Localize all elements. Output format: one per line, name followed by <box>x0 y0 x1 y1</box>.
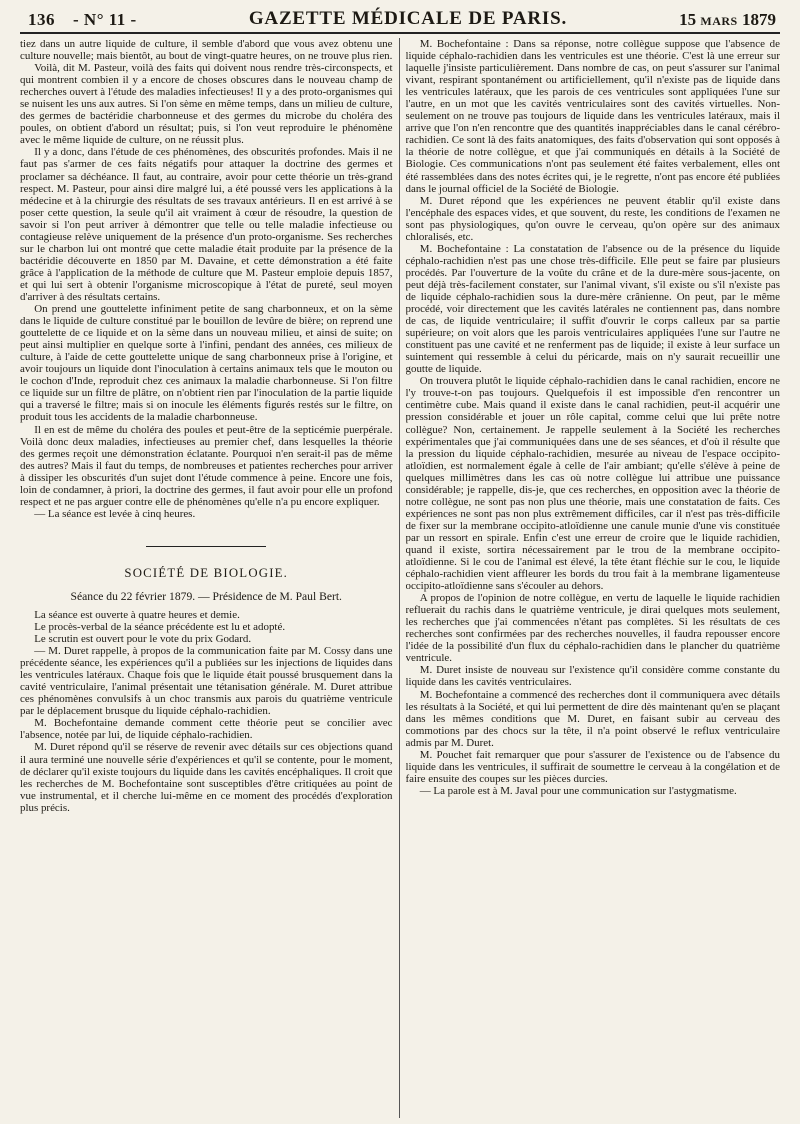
paragraph: tiez dans un autre liquide de culture, il semble d'abord que vous avez obtenu une culture nouvelle; mais bientôt, au bout de vingt-quatre heures, on ne trouve plus rien. <box>20 38 393 63</box>
header-left <box>28 10 137 30</box>
left-column <box>20 38 393 1118</box>
paragraph: M. Duret répond qu'il se réserve de revenir avec détails sur ces objections quand il aura terminé une nouvelle série d'expériences et qu'il se contente, pour le moment, de déclarer qu'il existe toujours du liquide dans les cavités encéphaliques. Il croit que les recherches de M. Bochefontaine sont susceptibles d'être critiquées au point de vue instrumental, et il cherche lui-même en ce moment des procédés d'exploration plus précis. <box>20 741 393 814</box>
section-title: SOCIÉTÉ DE BIOLOGIE. <box>124 565 289 580</box>
page-header <box>20 0 780 34</box>
paragraph: M. Duret répond que les expériences ne peuvent établir qu'il existe dans l'encéphale des espaces vides, et que souvent, du reste, les conditions de l'examen ne sont pas physiologiques, qu'on ouvre le cerveau, qu'on opère sur des animaux chloralisés, etc. <box>405 194 780 243</box>
issue-date <box>679 10 776 30</box>
paragraph: Le scrutin est ouvert pour le vote du prix Godard. <box>34 633 252 646</box>
paragraph: Le procès-verbal de la séance précédente est lu et adopté. <box>34 621 286 634</box>
seance-line: Séance du 22 février 1879. — Présidence de M. Paul Bert. <box>70 589 342 603</box>
paragraph: On trouvera plutôt le liquide céphalo-rachidien dans le canal rachidien, encore ne l'y trouve-t-on pas toujours. Quelquefois il est impossible d'en rencontrer un centimètre cube. Mais quand il existe dans le canal rachidien, peut-il acquérir une pression considérable et jouer un rôle capital, comme celui que lui prête notre collègue? Non, certainement. Je rappelle seulement à la Société les recherches expérimentales que j'ai communiquées dans une de ses séances, et d'où il résulte que la pression du liquide céphalo-rachidien, mesurée au niveau de l'espace occipito-atloïdien, est normalement égale à celle de l'air ambiant; qu'elle s'élève à peine de quelques millimètres dans les cas où notre collègue lui attribue une puissance considérable; je rappelle, dis-je, que ces recherches, en opposition avec la théorie de notre collègue, ne sont pas non plus une théorie, mais une constatation de faits. Ces expériences ne sont pas non plus extrêmement difficiles, car il n'est pas très-difficile de fixer sur la membrane occipito-atloïdienne une canule munie d'une vis constituée par un ressort en spirale. Enfin c'est une erreur de croire que le liquide rachidien, quand il existe, sortira nécessairement par le trou de la membrane occipito-atloïdienne. Si le cou de l'animal est élevé, la tête étant fléchie sur le cou, le liquide céphalo-rachidien vient affleurer les bords du trou fait à la membrane ligamenteuse occipito-atloïdienne sans s'écouler au dehors. <box>405 375 780 593</box>
right-column <box>406 38 781 1118</box>
paragraph: — La parole est à M. Javal pour une communication sur l'astygmatisme. <box>419 784 737 797</box>
paragraph: M. Bochefontaine : La constatation de l'absence ou de la présence du liquide céphalo-rachidien n'est pas une chose très-difficile. Elle peut se faire par plusieurs procédés. Par l'ouverture de la voûte du crâne et de la dure-mère sous-jacente, on peut déjà très-facilement constater, sur l'animal vivant, s'il existe ou s'il n'existe pas de liquide céphalo-rachidien sous la dure-mère crânienne. On peut, par le même procédé, voir directement que les cavités latérales ne contiennent pas, dans nombre de cas, de liquide ventriculaire; il suffit d'ouvrir le corps calleux par sa partie supérieure; on voit alors que les parois ventriculaires appliquées l'une sur l'autre ne constituent pas une cavité et ne renferment pas de liquide; il existe à leur surface un suintement qui ressemble à celui du péricarde, mais on n'y saurait recueillir une goutte de liquide. <box>405 242 780 376</box>
paragraph: — La séance est levée à cinq heures. <box>34 507 196 520</box>
paragraph: Voilà, dit M. Pasteur, voilà des faits qui doivent nous rendre très-circonspects, et qui montrent combien il y a encore de choses obscures dans le nouveau champ de recherches ouvert à l'étude des maladies infectieuses! Il y a des proto-organismes qui se nuisent les uns aux autres. Si l'on sème en même temps, dans un milieu de culture, des germes de bactéridie charbonneuse et des germes du microbe du choléra des poules, on obtient d'abord un résultat; puis, si l'on veut reproduire le phénomène avec le même liquide de culture, on ne réussit plus. <box>20 62 393 147</box>
paragraph: On prend une gouttelette infiniment petite de sang charbonneux, et on la sème dans le liquide de culture constitué par le bouillon de levûre de bière; on reprend une gouttelette de ce liquide et on la sème dans un nouveau milieu, et ainsi de suite; on peut ainsi multiplier en quelque sorte à l'infini, pendant des années, ces milieux de culture, à l'aide de cette gouttelette unique de sang charbonneux prise à l'origine, et avoir toujours un liquide dont l'inoculation à certains animaux tels que le mouton ou le cochon d'Inde, reproduit chez ces animaux la maladie charbonneuse. Si l'on filtre ce liquide sur un filtre de plâtre, on n'obtient rien par l'inoculation de la partie liquide qui a traversé le filtre; mais si on inocule les éléments figurés restés sur le filtre, on produit tous les accidents de la maladie charbonneuse. <box>20 303 393 424</box>
paragraph: — M. Duret rappelle, à propos de la communication faite par M. Cossy dans une précédente séance, les expériences qu'il a publiées sur les injections de liquides dans les ventricules latéraux. Chaque fois que le liquide était poussé brusquement dans la cavité ventriculaire, l'animal présentait une tétanisation générale. M. Duret attribue ces phénomènes convulsifs à un choc transmis aux parois du quatrième ventricule par le déplacement brusque du liquide céphalo-rachidien. <box>20 645 393 718</box>
page-number: 136 <box>28 10 55 29</box>
journal-title: GAZETTE MÉDICALE DE PARIS. <box>248 8 568 29</box>
paragraph: Il y a donc, dans l'étude de ces phénomènes, des obscurités profondes. Mais il ne faut pas s'armer de ces faits négatifs pour attaquer la doctrine des germes et proclamer sa déchéance. Il faut, au contraire, avoir pour cette théorie un très-grand respect. M. Pasteur, pour ainsi dire malgré lui, a été poussé vers les applications à la médecine et à la chirurgie des résultats de ses travaux antérieurs. Il en est arrivé à se poser cette question, la seule qu'il ait vraiment à cœur de résoudre, la question de savoir si l'on peut arriver à démontrer que telle ou telle maladie infectieuse ou contagieuse relève uniquement de la présence d'un proto-organisme. Ses recherches sur le charbon lui ont montré que cette maladie était produite par la présence de la bactéridie découverte en 1850 par M. Davaine, et cette démonstration a été faite grâce à l'application de la méthode de culture que M. Pasteur emploie depuis 1857, et qui lui sert à obtenir l'organisme microscopique à l'état de pureté, seul moyen d'arriver à des résultats certains. <box>20 146 393 303</box>
date-day: 15 <box>679 10 697 29</box>
paragraph: M. Bochefontaine a commencé des recherches dont il communiquera avec détails les résultats à la Société, et qui lui permettent de dire dès maintenant qu'en se plaçant dans les mêmes conditions que M. Duret, en faisant subir au cerveau des commotions par des chocs sur la tête, il n'a point observé le reflux ventriculaire admis par M. Duret. <box>405 688 780 749</box>
issue-number: - N° 11 - <box>73 10 137 29</box>
paragraph: M. Duret insiste de nouveau sur l'existence qu'il considère comme constante du liquide dans les cavités ventriculaires. <box>405 664 780 689</box>
paragraph: A propos de l'opinion de notre collègue, en vertu de laquelle le liquide rachidien refluerait du rachis dans le quatrième ventricule, je dirai quelques mots seulement, les recherches que j'ai commencées n'étant pas complètes. Si les résultats de ces recherches sont confirmées par des recherches nouvelles, il faudra repousser encore l'idée de la possibilité d'un flux du céphalo-rachidien dans le plancher du quatrième ventricule. <box>405 592 780 665</box>
section-separator <box>146 546 266 547</box>
paragraph: M. Pouchet fait remarquer que pour s'assurer de l'existence ou de l'absence du liquide dans les ventricules, il suffirait de soumettre le cerveau à la congélation et de faire ensuite des coupes sur les pièces durcies. <box>405 748 780 785</box>
paragraph: Il en est de même du choléra des poules et peut-être de la septicémie puerpérale. Voilà donc deux maladies, infectieuses au premier chef, dans lesquelles la théorie des germes reçoit une démonstration éclatante. Pourquoi n'en serait-il pas de même des autres? Mais il faut du temps, de nombreuses et patientes recherches pour arriver à dissiper les obscurités d'un sujet dont l'étude commence à peine. Encore une fois, loin de condamner, à priori, la doctrine des germes, il faut avoir pour elle un profond respect et ne pas arguer contre elle de phénomènes qu'elle n'a pu encore expliquer. <box>20 423 393 508</box>
columns <box>20 38 780 1118</box>
column-divider <box>399 38 400 1118</box>
date-year: 1879 <box>741 10 776 29</box>
paragraph: M. Bochefontaine demande comment cette théorie peut se concilier avec l'absence, notée par lui, de liquide céphalo-rachidien. <box>20 717 393 742</box>
date-month: MARS <box>700 14 738 28</box>
paragraph: M. Bochefontaine : Dans sa réponse, notre collègue suppose que l'absence de liquide céphalo-rachidien dans les ventricules est une théorie. C'est là une erreur sur laquelle j'insiste particulièrement. Dans nombre de cas, on peut s'assurer sur l'animal vivant, respirant spontanément ou artificiellement, qu'il n'existe pas de liquide dans les ventricules latéraux, que les parois de ces ventricules sont appliquées l'une sur l'autre, en un mot que les cavités ventriculaires sont des cavités virtuelles. Non-seulement on ne trouve pas toujours de liquide dans les ventricules latéraux, mais il arrive que l'on n'en rencontre que des quantités inappréciables dans le canal cérébro-rachidien. Ce sont là des faits anatomiques, des faits d'observation qui sont opposés à la théorie de notre collègue, et que j'ai communiqués en détails à la Société de Biologie. Ces communications n'ont pas seulement été faites verbalement, elles ont été rassemblées dans des notes écrites qui, je le regrette, n'ont pas encore été publiées dans le journal officiel de la Société de Biologie. <box>405 38 780 195</box>
paragraph: La séance est ouverte à quatre heures et demie. <box>34 608 240 621</box>
